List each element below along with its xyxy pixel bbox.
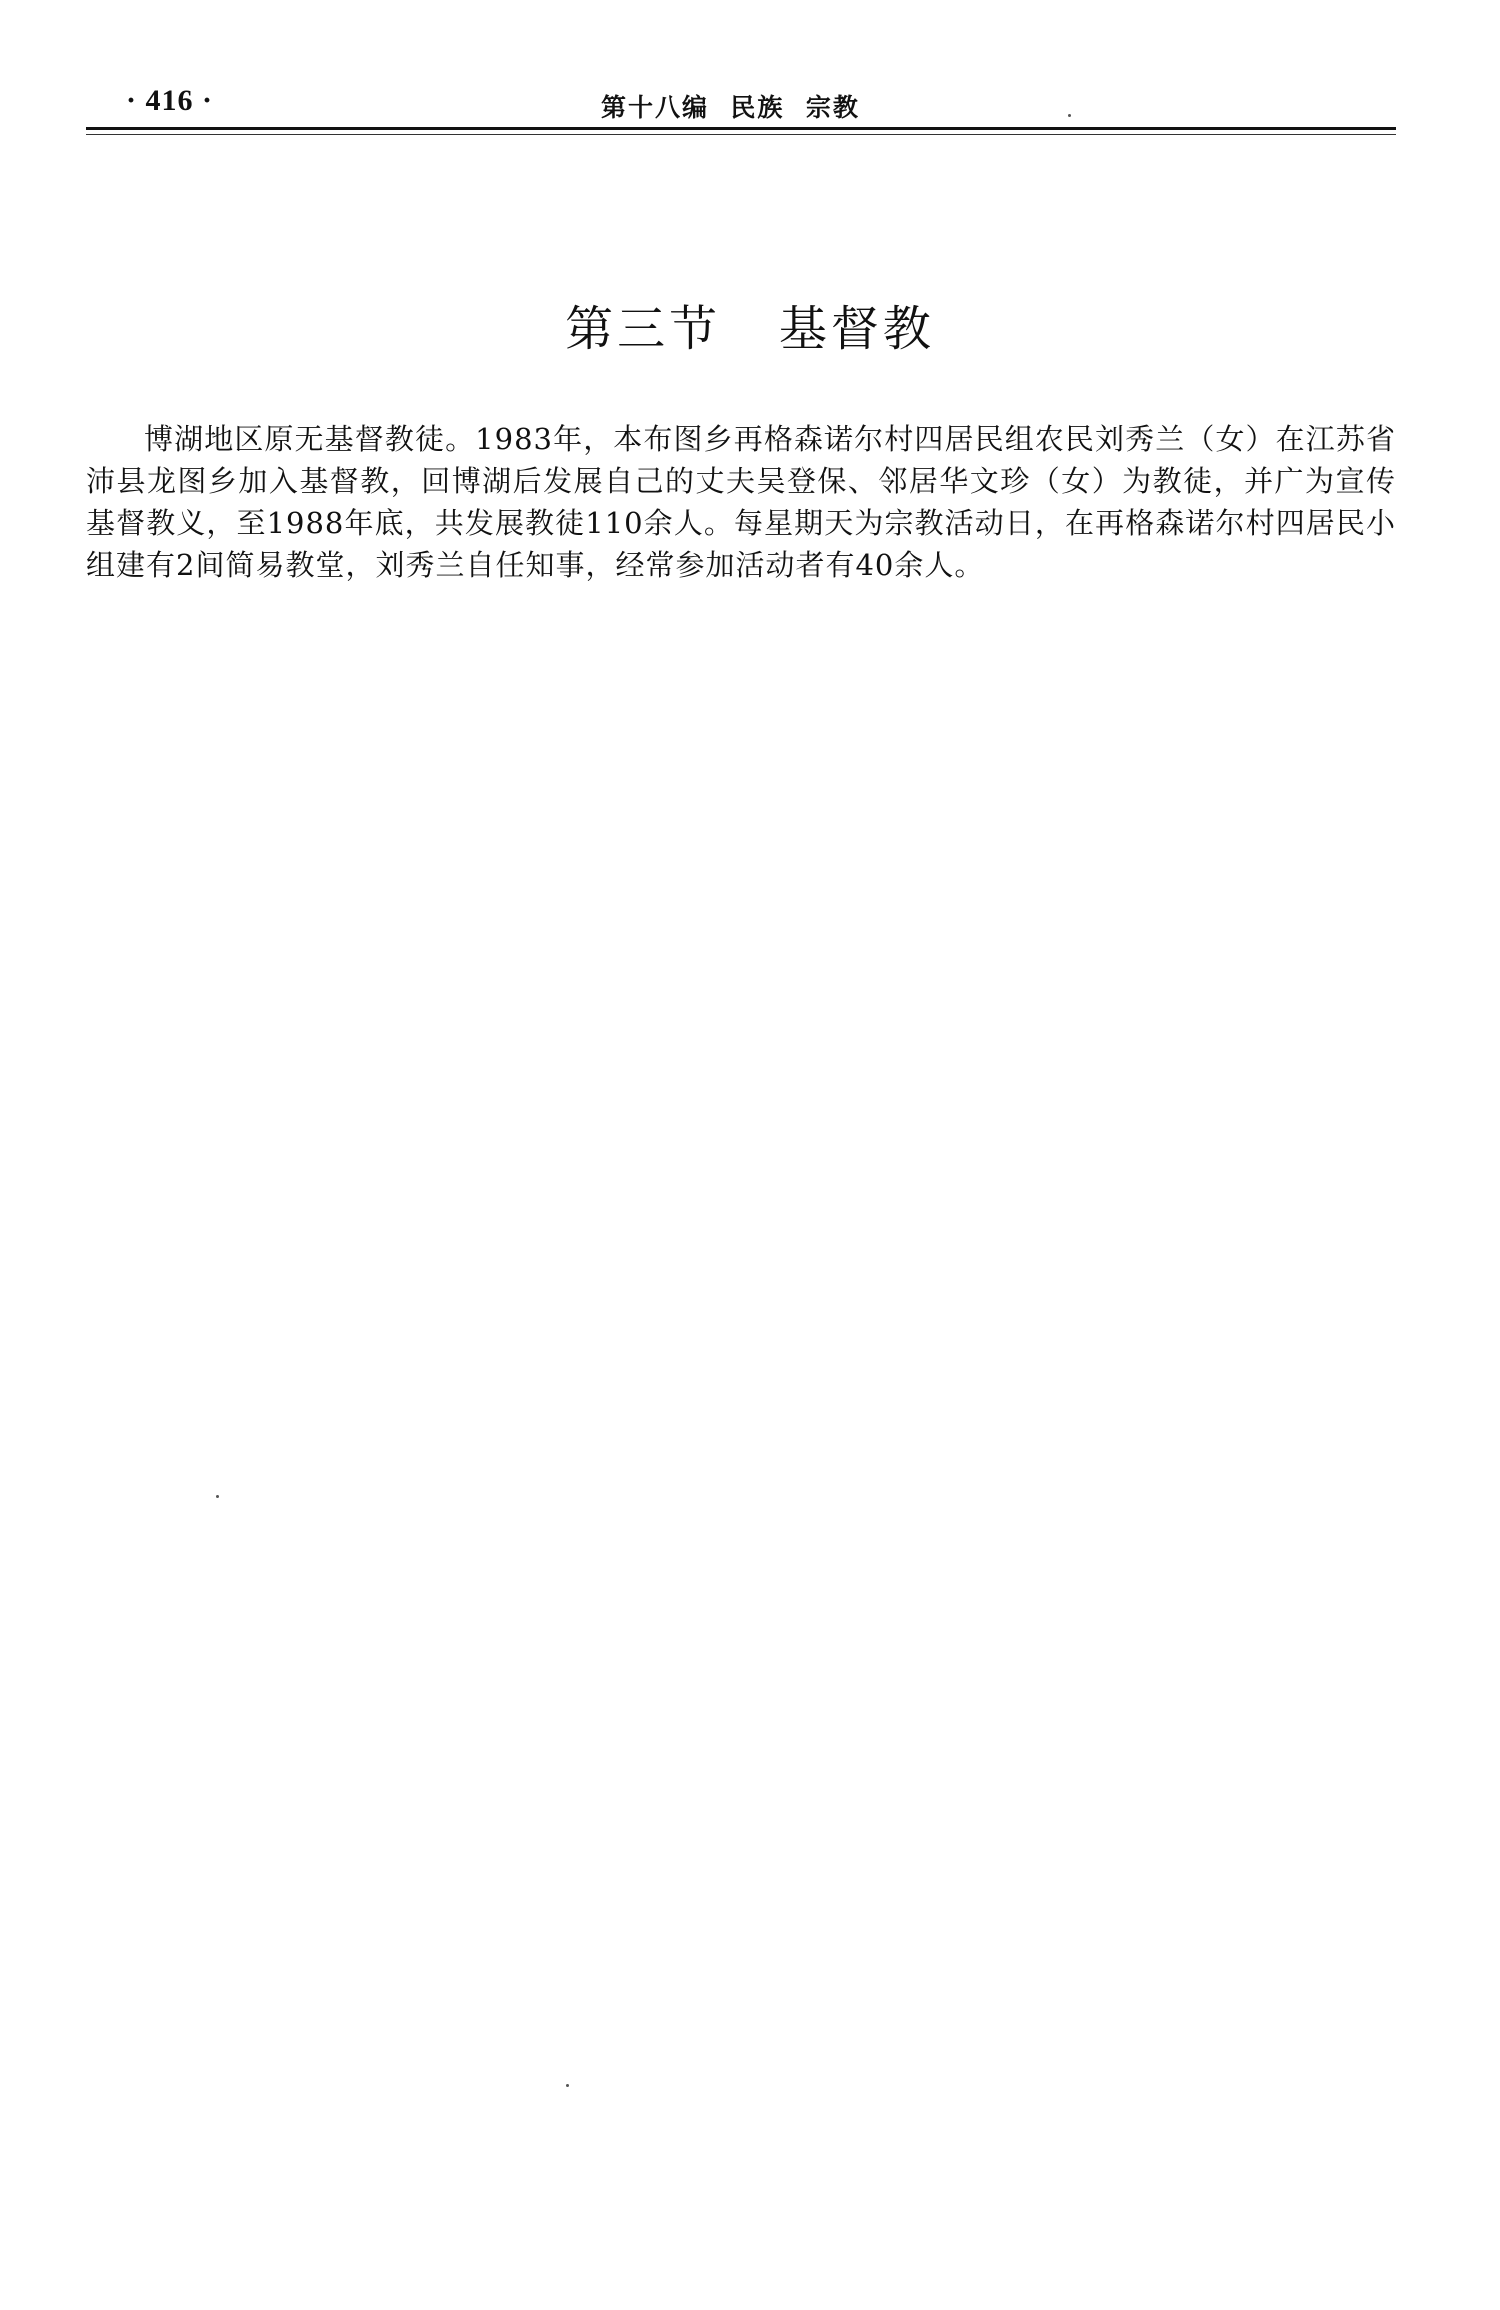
header-rule-thick <box>86 127 1396 130</box>
chapter-title: 第三节 基督教 <box>565 301 935 358</box>
scan-speck <box>566 2084 569 2087</box>
body-paragraph: 博湖地区原无基督教徒。1983年，本布图乡再格森诺尔村四居民组农民刘秀兰（女）在江苏省沛县龙图乡加入基督教，回博湖后发展自己的丈夫吴登保、邻居华文珍（女）为教徒，并广为宣传基督教义，至1988年底，共发展教徒110余人。每星期天为宗教活动日，在再格森诺尔村四居民小组建有2间简易教堂，刘秀兰自任知事，经常参加活动者有40余人。 <box>86 422 1396 582</box>
header-rule-thin <box>86 134 1396 135</box>
page-number: · 416 · <box>126 84 214 117</box>
section-header: 第十八编 民族 宗教 <box>601 93 860 122</box>
scan-speck <box>216 1495 219 1498</box>
running-header <box>86 84 1396 124</box>
scan-speck <box>1068 114 1071 117</box>
